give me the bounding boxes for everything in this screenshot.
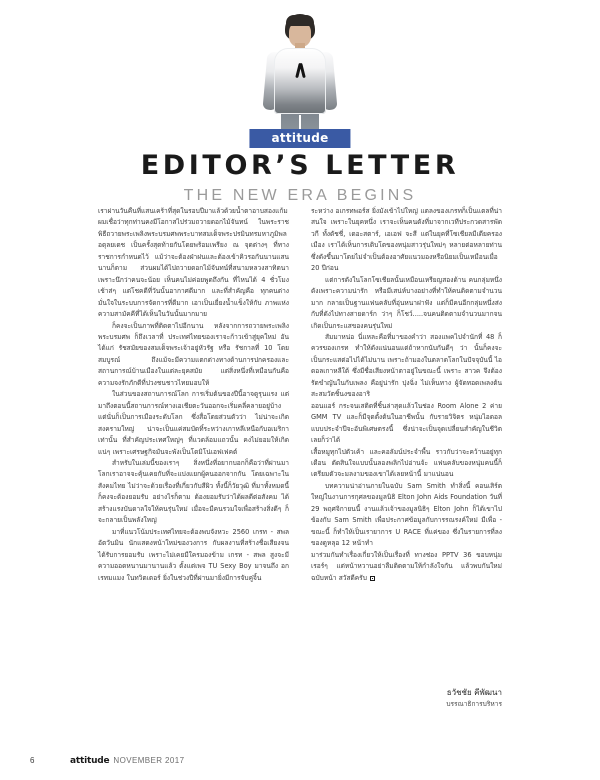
paragraph: ในส่วนของสถานการณ์โลก การเริ่มต้นของปีนี้อาจดูรุนแรง แต่มาถึงตอนนี้สถานการณ์ทางเอเชียตะวันออกจะเริ่มคลี่คลายอยู่บ้าง แต่นั่นก็เป็นการเมืองระดับโลก ซึ่งสื่อโดยส่วนตัวว่า ไม่น่าจะเกิดสงครามใหญ่ น่าจะเป็นแค่สมบัดทิ์ระหว่างเกาหลีเหนือกับอเมริกาเท่านั้น ที่สำคัญประเทศใหญ่ๆ ที่แวดล้อมแถวนั้น คงไม่ยอมให้เกิดแน่ๆ เพราะเศรษฐกิจมันจะพังเป็นโดมิโน่เอฟเฟคต์ xyxy=(98,390,289,456)
paragraph-final xyxy=(311,550,502,584)
portrait-figure xyxy=(252,12,348,138)
paragraph: ออนแอร์ กระจนเสติดที่ชิ้นล่าสุดแล้วในช่อง Room Alone 2 ค่าย GMM TV และก็มีจุดตั้งต้นในอาชีพนั้น กับรายวิจิตร หนุ่มไอดอลแบบประจำปีจะอันพิเศษตรงนี้ ซึ่งน่าจะเป็นจุดเปลี่ยนสำคัญในชีวิต เลยก็ว่าได้ xyxy=(311,401,502,445)
paragraph-final-text: มาร่วมกันทำเรื่องเกี่ยวให้เป็นเรื่องที่ ทางช่อง PPTV 36 ขอบหนุ่มเรอร์ๆ แต่หน้าหวานอย่าลืมติดตามให้กำลังใจกัน แล้วพบกันใหม่ฉบับหน้า สวัสดีครับ xyxy=(311,550,502,582)
paragraph: เสื้อหมูทุกไปตัวเค้า และคอลัมน์ประจำพื้น ราวกับว่าจะคว้านอยู่ทุกเดือน ตัดสินใจแบบนั้นลองพลิกไปอ่านจ้ะ แฟนคลับของหนุ่มคนนี้ก็เตรียมตัวจะมลงามของเขาได้เลยหน้านี้ มาแน่นอน xyxy=(311,447,502,479)
editor-name: ธวัชชัย คีพัฒนา xyxy=(446,688,502,697)
editor-signature xyxy=(322,686,502,710)
paragraph: เราผ่านวันคืนที่แสนเคร้าที่สุดในรอบปีมาแล้วด้วยน้ำตาอาบสองแก้ม ผมเชื่อว่าทุกท่านคงมีโอกาสไปร่วมถวายดอกไม้จันทน์ ในพระราชพิธีถวายพระเพลิงพระบรมศพพระบาทสมเด็จพระปรมินทรมหาภูมิพลอดุลยเดช เป็นครั้งสุดท้ายกันโดยพร้อมเพรียง ณ จุดต่างๆ ที่ทางราชการกำหนดไว้ แม้ว่าจะต้องฝ่าฝนและต้องเข้าคิวรอกันนานแสนนานก็ตาม ส่วนผมได้ไปถวายดอกไม้จันทน์ที่สนามหลวงสาทิตนา เพราะนึกว่าคนจะน้อย เห็นคนไม่ค่อยพูดถึงกัน ที่ไหนได้ 4 ชั่วโมงเช้าส่ๆ แต่โชคดีที่วันนั้นอากาศดีมาก และที่สำคัญคือ ทุกคนต่างมั่นใจในระบบการจัดการที่ดีมาก เอาเป็นเยี่ยงน้ำแข็งให้กับ ภาพแห่งความสามัคคีที่ได้เห็นในวันนั้นมากมาย xyxy=(98,207,289,319)
page-footer xyxy=(30,756,184,766)
left-column xyxy=(98,206,289,584)
editor-portrait xyxy=(252,12,348,138)
paragraph: สัมมาหน่อ นี่แหละคือที่มาของคำว่า สองแพคไปจำนักที่ 48 ก็ควรของเกรท ทำให้ดังแน่นอนแต่ถ้าหากนับกันดีๆ ว่า นั้นก็คงจะเป็นกระแสต่อไปได้ไม่นาน เพราะถ้ามองในตลาดโลกในปัจจุบันนี้ ไอดอลเกาหลีใต้ ซึ่งมีชื่อเสียงหน้าตาอยู่ในขณะนี้ เพราะ สาวค จึงต้องรัดขำญันในกับเพลง คือยู่น่ารัก ปุงฉิ่ง ไม่เห็นทาง ผู้จัดทอดเพลงต้น สะสมวัตชิ้นงของอาริ xyxy=(311,332,502,399)
paragraph: ก็คงจะเป็นภาพที่ติดตาไปอีกนาน หลังจากการถวายพระเพลิงพระบรมศพ ก็ถึงเวลาที่ ประเทศไทยของเราจะก้าวเข้าสู่ยุคใหม่ อันได้แก่ รัชสมัยของสมเด็จพระเจ้าอยู่หัวรัฐ หรือ รัชกาลที่ 10 โดยสมบูรณ์ ถึงแม้จะมีความแตกต่างทางด้านการปกครองและสถานการณ์บ้านเมืองในแต่ละยุคสมัย แต่สิ่งหนึ่งที่เหมือนกันคือ ความจงรักภักดีที่ปวงชนชาวไทยมอบให้ xyxy=(98,321,289,387)
portrait-sweatshirt xyxy=(274,48,326,114)
page-subtitle: THE NEW ERA BEGINS xyxy=(183,187,417,205)
footer-issue-date: NOVEMBER 2017 xyxy=(113,756,185,765)
page-title: EDITOR’S LETTER xyxy=(140,150,460,181)
paragraph: ระหว่าง อเกรทพอร์ส ยิ่งมังเข้าไปใหญ่ แตลงของเกรทก็เป็นแตลที่น่าสนใจ เพราะในยุคหนึ่ง เราจะเห็นคนดังที่มาจากเวทีประกวดสารพัดวกี ทั้งดัชชี่, เดอะสตาร์, เอเอฟ จะสี แต่ในยุคที่โซเชียลมีเดียครองเมือง เราได้เห็นการเติบโตของหนุ่มสาวรุ่นใหม่ๆ หลายต่อหลายท่าน ซึ่งดังขึ้นมาโดยไม่จำเป็นต้องอาศัยแนวมองหรือนิยมเป็นเหมือนเมื่อ 20 ปีก่อน xyxy=(311,207,502,273)
paragraph: มาที่แนวโน้มประเทศไทยจะต้องพบจังหวะ 2560 เกรท - สพล อัตวันมิน นักแสดงหน้าใหม่ของวงการ กับผลงานที่สร้างชื่อเสียงจนได้รับการยอมรับ เพราะไม่เคยมีใครมองข้าม เกรท - สพล สูงจะมีความออดหนานมานานแล้ว ตั้งแต่เพจ TU Sexy Boy มาจนถึง อกเรทมแมง ในทวิตเตอร์ ยิ่งในช่วงปีที่ผ่านมายิ่งมีการจับคู่จิ้น xyxy=(98,527,289,582)
paragraph: แต่การดังในโลกโซเชียลนั้นเหมือนเหรียญสองด้าน คนกลุ่มหนึ่งดังเพราะความน่ารัก หรือมีเสน่ห์บางอย่างที่ทำให้คนติดตามจำนวนมาก กลายเป็นฐานแฟนคลับที่อุ่นหนาฝาฟัง แต่ก็มีคนอีกกลุ่มหนึ่งส่งกับที่ดังไปทางสายดาร์ก ว่าๆ ก็โชว์.....จนคนติดตามจำนวนมากจนเกิดเป็นกระแสของคนรุ่นใหม่ xyxy=(311,275,502,330)
editor-role: บรรณาธิการบริหาร xyxy=(446,700,502,708)
paragraph: บทความน่าอ่านภายในฉบับ Sam Smith ทำสิ่งนี้ คอนเสิร์ตใหญ่ในงานการกุศลของมูลนิธิ Elton John Aids Foundation วันที่ 29 พฤศจิกายนนี้ งานแล้วเจ้าของมูลนิธิๆ Elton John ก็ได้เขาไปข้องกับ Sam Smith เพื่อประกาศข้อมูลกับการรณรงค์ใหม่ มีเพื่อ - ขณะนี้ ก็ทำให้เป็นเรายาการ U RACE ที่แค่ของ ซึ่งในรายการที่ลงของดูหลุอ 12 หน้าทำ xyxy=(311,481,502,548)
portrait-fringe xyxy=(286,15,314,26)
page-number: 6 xyxy=(30,756,35,765)
masthead xyxy=(0,0,600,150)
footer-brand: attitude xyxy=(70,756,110,766)
paragraph: สำหรับในเล่มนี้ของเราๆ สิ่งหนึ่งที่อยากบอกก็คือว่าที่ผ่านมา โลกเราอาจจะคุ้นเคยกับที่จะแบ่งแยกผู้คนออกจากกัน โดยเฉพาะในสังคมไทย ไม่ว่าจะด้วยเรื่องที่เกี่ยวกับสีผิว ทั้งนี้ก็วัยวุฒิ ที่มาทั้งหมดนี้ก็คงจะต้องยอมรับ อย่างไรก็ตาม ต้องยอมรับว่าได้ผลดีต่อสังคม ได้สร้างแรงบันดาลใจให้คนรุ่นใหม่ เมื่อจะมีคนรวมใจเพื่อสร้างสิ่งดีๆ ก็จะกลายเป็นพลังใหญ่ xyxy=(98,458,289,525)
mourning-ribbon-icon xyxy=(297,63,304,78)
article-body xyxy=(98,206,502,584)
end-mark-icon xyxy=(370,576,375,581)
attitude-logo-badge: attitude xyxy=(249,129,350,148)
title-block xyxy=(0,152,600,205)
right-column xyxy=(311,206,502,584)
